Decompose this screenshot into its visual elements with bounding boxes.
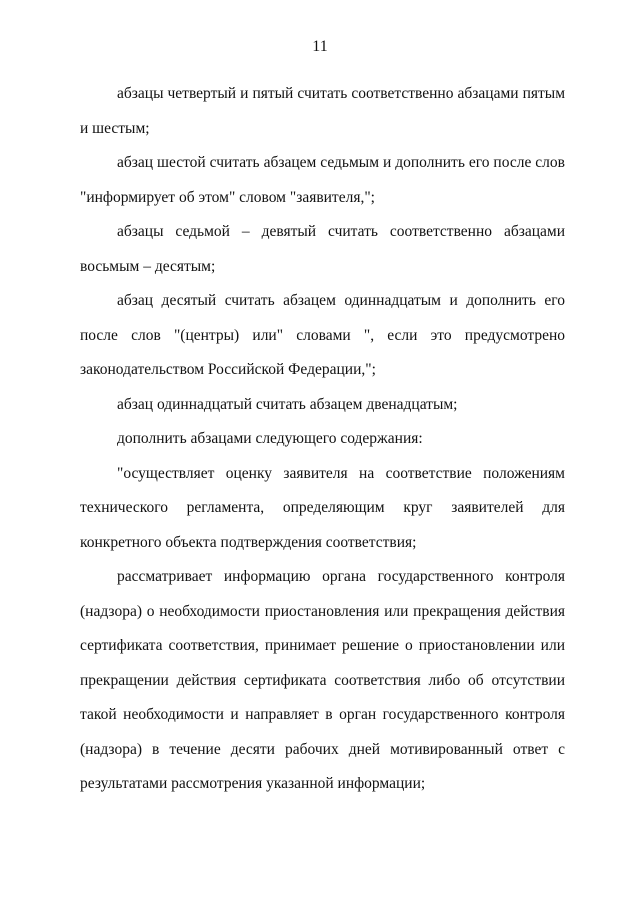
paragraph-1: абзацы четвертый и пятый считать соответственно абзацами пятым и шестым; (80, 85, 565, 137)
page-number: 11 (312, 38, 328, 55)
paragraph-8: рассматривает информацию органа государственного контроля (надзора) о необходимости приостановления или прекращения действия сертификата соответствия, принимает решение о приостановлении или прекращении действия сертификата соответствия либо об отсутствии такой необходимости и направляет в орган государственного контроля (надзора) в течение десяти рабочих дней мотивированный ответ с результатами рассмотрения указанной информации; (80, 568, 565, 792)
document-body (80, 77, 565, 802)
paragraph-6: дополнить абзацами следующего содержания: (117, 430, 423, 447)
paragraph-7: "осуществляет оценку заявителя на соответствие положениям технического регламента, определяющим круг заявителей для конкретного объекта подтверждения соответствия; (80, 464, 565, 551)
paragraph-5: абзац одиннадцатый считать абзацем двенадцатым; (117, 395, 458, 413)
paragraph-4: абзац десятый считать абзацем одиннадцатым и дополнить его после слов "(центры) или" словами ", если это предусмотрено законодательством Российской Федерации,"; (80, 292, 565, 378)
paragraph-2: абзац шестой считать абзацем седьмым и дополнить его после слов "информирует об этом" словом "заявителя,"; (80, 154, 565, 206)
paragraph-3: абзацы седьмой – девятый считать соответственно абзацами восьмым – десятым; (80, 223, 565, 275)
